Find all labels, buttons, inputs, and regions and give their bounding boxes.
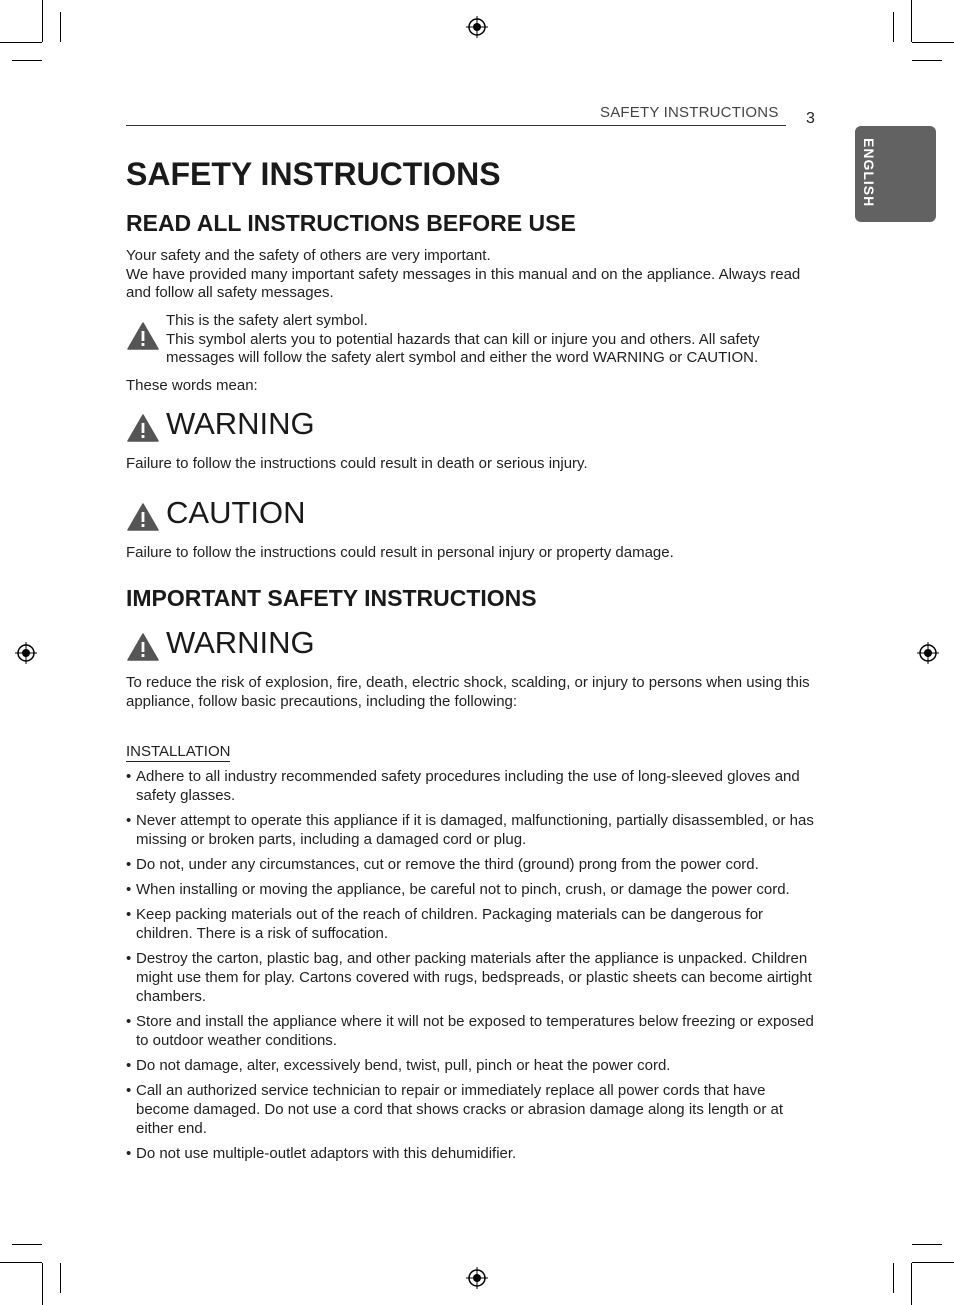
crop-mark <box>912 1244 942 1245</box>
crop-mark <box>60 1263 61 1293</box>
language-tab-label: ENGLISH <box>861 138 877 208</box>
safety-alert-icon <box>127 503 159 531</box>
safety-alert-description <box>166 312 816 368</box>
crop-mark <box>60 12 61 42</box>
list-item: • Never attempt to operate this appliance if it is damaged, malfunctioning, partially disassembled, or has missing or broken parts, including a damaged cord or plug. <box>126 811 816 849</box>
intro-line: We have provided many important safety messages in this manual and on the appliance. Always read and follow all safety messages. <box>126 265 801 301</box>
these-words-text: These words mean: <box>126 377 258 394</box>
crop-mark <box>893 12 894 42</box>
crop-mark <box>911 1263 912 1305</box>
installation-list <box>126 767 816 1169</box>
page-title: SAFETY INSTRUCTIONS <box>126 156 501 192</box>
list-item: • Call an authorized service technician to repair or immediately replace all power cords that have become damaged. Do not use a cord that shows cracks or abrasion damage along its length or at either end. <box>126 1081 816 1138</box>
alert-line: This symbol alerts you to potential hazards that can kill or injure you and others. All safety messages will follow the safety alert symbol and either the word WARNING or CAUTION. <box>166 330 760 366</box>
crop-mark <box>0 42 42 43</box>
list-item: • Store and install the appliance where it will not be exposed to temperatures below freezing or exposed to outdoor weather conditions. <box>126 1012 816 1050</box>
running-header: SAFETY INSTRUCTIONS <box>600 104 779 121</box>
crop-mark <box>911 0 912 42</box>
crop-mark <box>912 60 942 61</box>
crop-mark <box>912 42 954 43</box>
alert-line: This is the safety alert symbol. <box>166 312 368 329</box>
crop-mark <box>912 1262 954 1263</box>
warning-description: To reduce the risk of explosion, fire, death, electric shock, scalding, or injury to persons when using this appliance, follow basic precautions, including the following: <box>126 674 810 710</box>
safety-alert-icon <box>127 414 159 442</box>
warning-label: WARNING <box>166 406 315 441</box>
crop-mark <box>0 1262 42 1263</box>
list-item: • Do not, under any circumstances, cut or remove the third (ground) prong from the power cord. <box>126 855 816 874</box>
list-item: • Keep packing materials out of the reach of children. Packaging materials can be dangerous for children. There is a risk of suffocation. <box>126 905 816 943</box>
registration-mark-icon <box>917 642 939 664</box>
registration-mark-icon <box>466 1267 488 1289</box>
list-item: • When installing or moving the appliance, be careful not to pinch, crush, or damage the power cord. <box>126 880 816 899</box>
registration-mark-icon <box>466 16 488 38</box>
crop-mark <box>12 60 42 61</box>
list-item: • Do not use multiple-outlet adaptors with this dehumidifier. <box>126 1144 816 1163</box>
header-rule <box>126 125 786 126</box>
list-item: • Destroy the carton, plastic bag, and other packing materials after the appliance is unpacked. Children might use them for play. Cartons covered with rugs, bedspreads, or plastic sheets can become airtight chambers. <box>126 949 816 1006</box>
safety-alert-icon <box>127 322 159 350</box>
section-heading-important: IMPORTANT SAFETY INSTRUCTIONS <box>126 585 537 611</box>
registration-mark-icon <box>15 642 37 664</box>
intro-line: Your safety and the safety of others are very important. <box>126 247 491 264</box>
list-item: • Do not damage, alter, excessively bend, twist, pull, pinch or heat the power cord. <box>126 1056 816 1075</box>
crop-mark <box>42 0 43 42</box>
safety-alert-icon <box>127 633 159 661</box>
crop-mark <box>893 1263 894 1293</box>
section-heading-read-all: READ ALL INSTRUCTIONS BEFORE USE <box>126 210 576 236</box>
caution-label: CAUTION <box>166 495 306 530</box>
language-tab <box>855 126 936 222</box>
warning-label: WARNING <box>166 625 315 660</box>
installation-label: INSTALLATION <box>126 743 231 760</box>
crop-mark <box>42 1263 43 1305</box>
caution-description: Failure to follow the instructions could result in personal injury or property damage. <box>126 544 674 561</box>
warning-description: Failure to follow the instructions could result in death or serious injury. <box>126 455 588 472</box>
intro-paragraph <box>126 247 816 303</box>
page-number: 3 <box>806 110 815 127</box>
crop-mark <box>12 1244 42 1245</box>
list-item: • Adhere to all industry recommended safety procedures including the use of long-sleeved gloves and safety glasses. <box>126 767 816 805</box>
